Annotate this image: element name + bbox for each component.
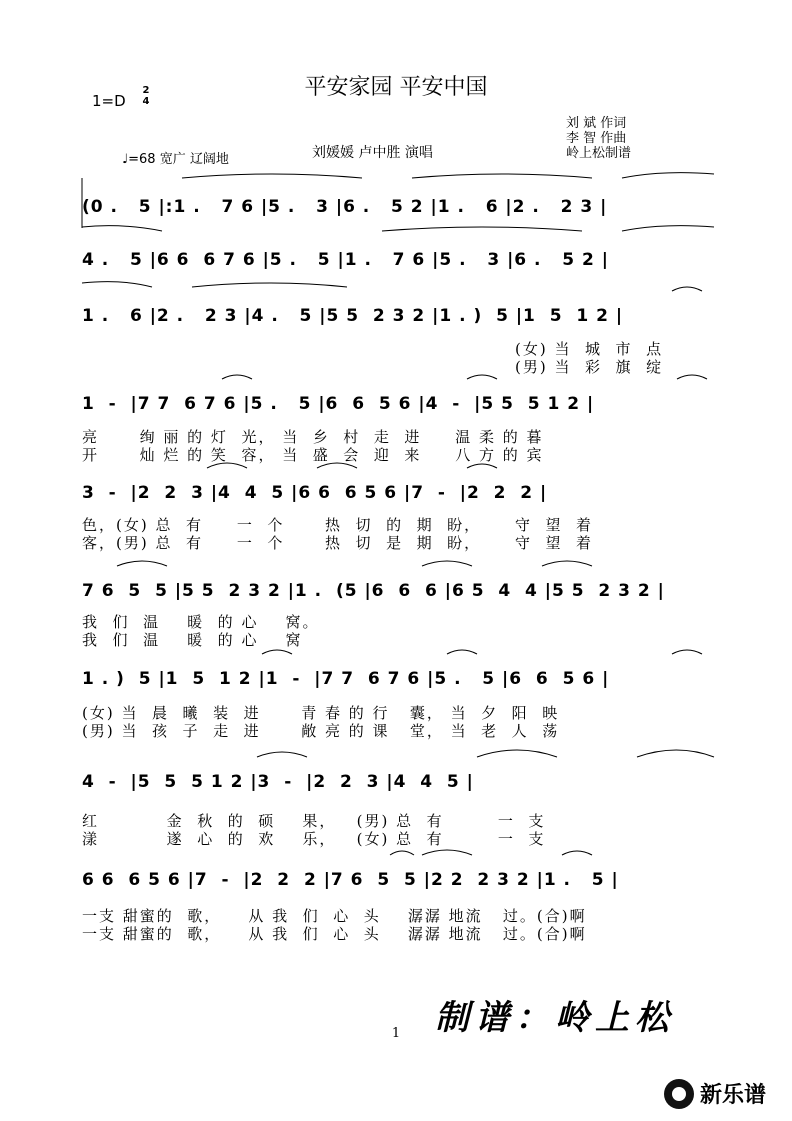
time-signature-top: 2	[142, 85, 150, 96]
score-line-7	[82, 664, 714, 694]
lyrics-line-6b: 我 们 温 暖 的 心 窝	[82, 631, 303, 649]
lyrics-line-8a: 红 金 秋 的 硕 果， (男) 总 有 一 支	[82, 812, 546, 830]
lyricist-credit: 刘 斌 作词	[566, 116, 627, 131]
score-line-5	[82, 478, 714, 508]
disc-icon	[664, 1079, 694, 1109]
logo-text: 新乐谱	[700, 1083, 767, 1108]
lyrics-line-6a: 我 们 温 暖 的 心 窝。	[82, 613, 320, 631]
lyrics-line-4a: 亮 绚 丽 的 灯 光， 当 乡 村 走 进 温 柔 的 暮	[82, 428, 544, 446]
lyrics-line-4b: 开 灿 烂 的 笑 容， 当 盛 会 迎 来 八 方 的 宾	[82, 446, 544, 464]
score-line-1	[82, 192, 714, 222]
score-line-4	[82, 389, 714, 419]
lyrics-line-9b: 一支 甜蜜的 歌， 从 我 们 心 头 潺潺 地流 过。(合)啊	[82, 925, 587, 943]
notation: (0 . 5 |:1 . 7 6 |5 . 3 |6 . 5 2 |1 . 6 |2 . 2 3 |	[82, 197, 608, 217]
lyrics-line-5b: 客，(男) 总 有 一 个 热 切 是 期 盼， 守 望 着	[82, 534, 594, 552]
lyrics-line-5a: 色，(女) 总 有 一 个 热 切 的 期 盼， 守 望 着	[82, 516, 594, 534]
key-signature: 1=D	[92, 92, 126, 110]
lyrics-line-7a: (女) 当 晨 曦 装 进 青 春 的 行 囊， 当 夕 阳 映	[82, 704, 560, 722]
notation: 7 6 5 5 |5 5 2 3 2 |1 . (5 |6 6 6 |6 5 4 4 |5 5 2 3 2 |	[82, 581, 665, 601]
notation: 4 . 5 |6 6 6 7 6 |5 . 5 |1 . 7 6 |5 . 3 |6 . 5 2 |	[82, 250, 609, 270]
notation: 1 . ) 5 |1 5 1 2 |1 - |7 7 6 7 6 |5 . 5 |6 6 5 6 |	[82, 669, 610, 689]
composer-credit: 李 智 作曲	[566, 131, 627, 146]
score-line-9	[82, 865, 714, 895]
lyrics-line-3b: (男) 当 彩 旗 绽	[515, 358, 664, 376]
singers-credit: 刘媛媛 卢中胜 演唱	[312, 145, 433, 161]
notation: 1 - |7 7 6 7 6 |5 . 5 |6 6 5 6 |4 - |5 5 5 1 2 |	[82, 394, 595, 414]
transcriber-credit: 岭上松制谱	[566, 146, 632, 161]
notation: 4 - |5 5 5 1 2 |3 - |2 2 3 |4 4 5 |	[82, 772, 474, 792]
page-number: 1	[391, 1026, 401, 1041]
tempo-marking: ♩=68 宽广 辽阔地	[122, 152, 229, 167]
time-signature-bottom: 4	[142, 96, 150, 107]
score-line-3	[82, 301, 714, 331]
notation: 1 . 6 |2 . 2 3 |4 . 5 |5 5 2 3 2 |1 . ) 5 |1 5 1 2 |	[82, 306, 624, 326]
lyrics-line-8b: 漾 遂 心 的 欢 乐， (女) 总 有 一 支	[82, 830, 546, 848]
page-title: 平安家园 平安中国	[304, 75, 488, 100]
lyrics-line-3a: (女) 当 城 市 点	[515, 340, 664, 358]
lyrics-line-9a: 一支 甜蜜的 歌， 从 我 们 心 头 潺潺 地流 过。(合)啊	[82, 907, 587, 925]
notation: 3 - |2 2 3 |4 4 5 |6 6 6 5 6 |7 - |2 2 2 |	[82, 483, 548, 503]
score-line-2	[82, 245, 714, 275]
site-logo	[664, 1078, 766, 1109]
score-line-6	[82, 576, 714, 606]
transcriber-signature: 制谱：岭上松	[435, 998, 675, 1038]
score-line-8	[82, 767, 714, 797]
credits-block	[566, 116, 631, 161]
notation: 6 6 6 5 6 |7 - |2 2 2 |7 6 5 5 |2 2 2 3 2 |1 . 5 |	[82, 870, 619, 890]
lyrics-line-7b: (男) 当 孩 子 走 进 敞 亮 的 课 堂， 当 老 人 荡	[82, 722, 560, 740]
